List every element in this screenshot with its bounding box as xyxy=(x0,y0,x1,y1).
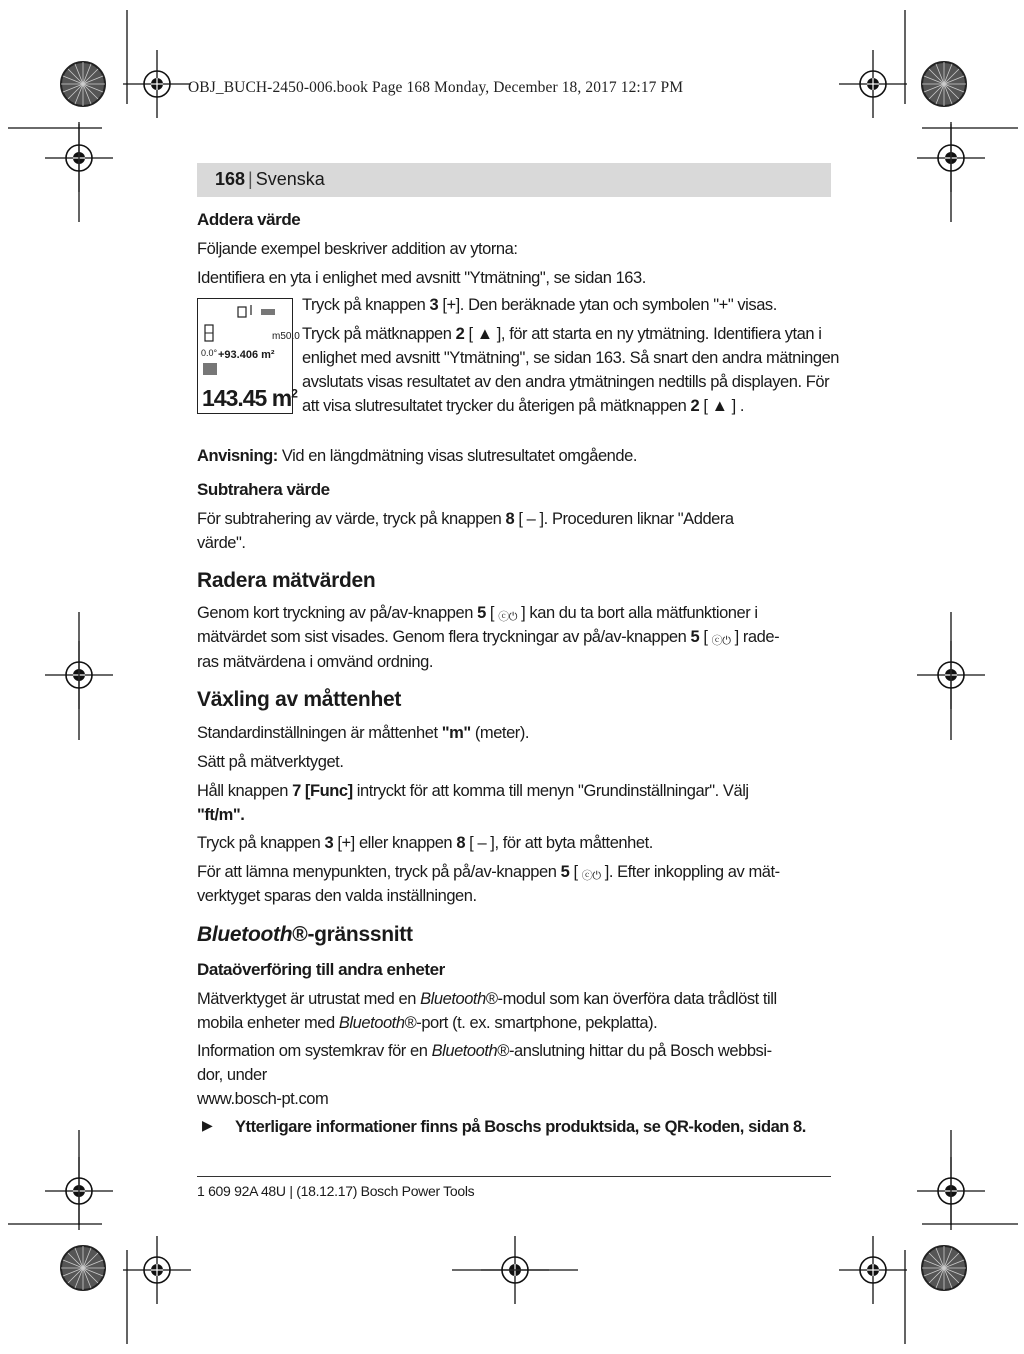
bosch-url-link[interactable]: www.bosch-pt.com xyxy=(197,1090,329,1108)
vaxling-line-3: Håll knappen 7 [Func] intryckt för att komma till menyn "Grundinställningar". Välj xyxy=(197,782,749,800)
bullet-arrow-icon: ▶ xyxy=(202,1117,213,1133)
heading-addera: Addera värde xyxy=(197,210,301,229)
page-language: Svenska xyxy=(255,169,325,189)
registration-star-icon xyxy=(922,62,966,106)
registration-cross-icon xyxy=(839,1236,907,1304)
bluetooth-p1: Mätverktyget är utrustat med en Bluetooth®-modul som kan överföra data trådlöst till xyxy=(197,990,777,1008)
power-button-icon: ⓒ⏻ xyxy=(711,635,731,647)
addera-intro-2: Identifiera en yta i enlighet med avsnitt "Ytmätning", se sidan 163. xyxy=(197,269,646,287)
radera-line-1: Genom kort tryckning av på/av-knappen 5 [ ⓒ⏻ ] kan du ta bort alla mätfunktioner i xyxy=(197,604,758,623)
display-second-value: +93.406 m² xyxy=(218,349,275,361)
vaxling-line-2: Sätt på mätverktyget. xyxy=(197,753,344,771)
registration-star-icon xyxy=(922,1246,966,1290)
page-footer: 1 609 92A 48U | (18.12.17) Bosch Power Tools xyxy=(197,1183,475,1199)
display-main-value: 143.45 $m^2$ xyxy=(202,385,297,411)
subtrahera-line-2: värde". xyxy=(197,534,246,552)
registration-cross-icon xyxy=(123,50,191,118)
radera-line-2: mätvärdet som sist visades. Genom flera tryckningar av på/av-knappen 5 [ ⓒ⏻ ] rade- xyxy=(197,628,780,647)
subtrahera-line-1: För subtrahering av värde, tryck på knappen 8 [ – ]. Proceduren liknar "Addera xyxy=(197,510,734,528)
display-angle: 0.0° xyxy=(201,348,218,358)
addera-note: Anvisning: Vid en längdmätning visas slutresultatet omgående. xyxy=(197,447,637,465)
heading-radera: Radera mätvärden xyxy=(197,569,376,592)
bluetooth-subheading: Dataöverföring till andra enheter xyxy=(197,960,445,979)
bluetooth-p3: Information om systemkrav för en Bluetooth®-anslutning hittar du på Bosch webbsi- xyxy=(197,1042,772,1060)
bluetooth-p2: mobila enheter med Bluetooth®-port (t. ex. smartphone, pekplatta). xyxy=(197,1014,658,1032)
power-button-icon: ⓒ⏻ xyxy=(581,870,601,882)
registration-star-icon xyxy=(61,62,105,106)
heading-bluetooth: Bluetooth®-gränssnitt xyxy=(197,923,413,946)
addera-step-2: Tryck på mätknappen 2 [ ▲ ], för att starta en ny ytmätning. Identifiera ytan i enlighet med avsnitt "Ytmätning", se sidan 163. Så snart den andra mätningen avslutats visas resultatet av den andra ytmätningen nedtills på displayen. För att visa slutresultatet trycker du återigen på mätknappen 2 [ ▲ ] . xyxy=(302,325,840,415)
display-small-value: m50.0 xyxy=(272,331,300,342)
page-number: 168 xyxy=(215,169,246,189)
header-separator: | xyxy=(248,169,253,189)
vaxling-line-6: För att lämna menypunkten, tryck på på/av-knappen 5 [ ⓒ⏻ ]. Efter inkoppling av mät- xyxy=(197,863,780,882)
registration-star-icon xyxy=(61,1246,105,1290)
addera-intro-1: Följande exempel beskriver addition av ytorna: xyxy=(197,240,518,258)
vaxling-line-7: verktyget sparas den valda inställningen. xyxy=(197,887,477,905)
bluetooth-p4: dor, under xyxy=(197,1066,267,1084)
registration-cross-icon xyxy=(839,50,907,118)
addera-step-1: Tryck på knappen 3 [+]. Den beräknade ytan och symbolen "+" visas. xyxy=(302,296,777,314)
heading-vaxling: Växling av måttenhet xyxy=(197,688,402,711)
radera-line-3: ras mätvärdena i omvänd ordning. xyxy=(197,653,433,671)
device-display-illustration xyxy=(197,298,300,414)
heading-subtrahera: Subtrahera värde xyxy=(197,480,330,499)
vaxling-line-4: "ft/m". xyxy=(197,806,245,824)
vaxling-line-5: Tryck på knappen 3 [+] eller knappen 8 [ – ], för att byta måttenhet. xyxy=(197,834,653,852)
registration-cross-icon xyxy=(123,1236,191,1304)
print-slug: OBJ_BUCH-2450-006.book Page 168 Monday, December 18, 2017 12:17 PM xyxy=(188,79,684,96)
footer-rule xyxy=(197,1176,831,1177)
vaxling-line-1: Standardinställningen är måttenhet "m" (meter). xyxy=(197,724,530,742)
power-button-icon: ⓒ⏻ xyxy=(498,611,518,623)
bluetooth-bullet-text: Ytterligare informationer finns på Boschs produktsida, se QR-koden, sidan 8. xyxy=(235,1118,806,1136)
page-header xyxy=(197,163,831,197)
